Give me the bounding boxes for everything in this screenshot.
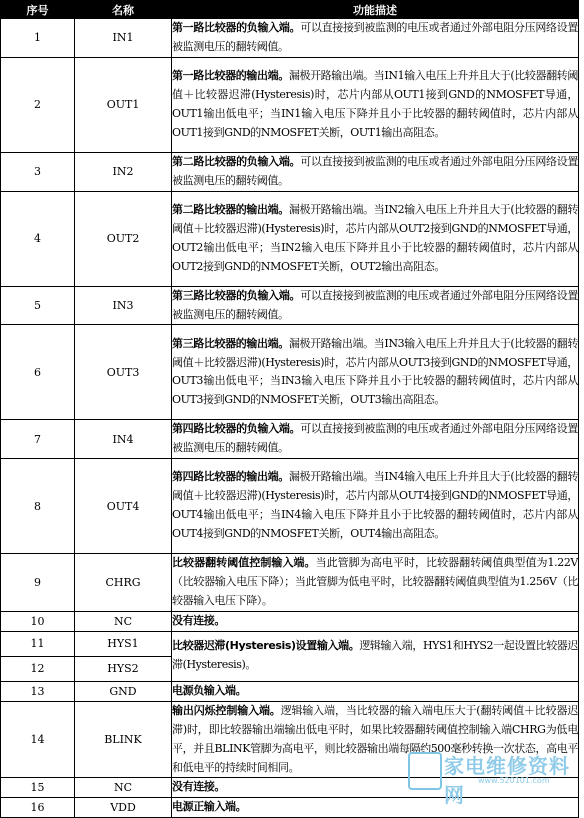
pin-desc-lead: 比较器迟滞(Hysteresis)设置输入端。 [172,639,360,653]
pin-desc-body: 漏极开路输出端。当IN2输入电压上升并且大于(比较器的翻转阈值＋比较器迟滞)(Hysteresis)时，芯片内部从OUT2接到GND的NMOSFET导通，OUT2输出低电平；当IN2输入电压下降并且小于比较器的翻转阈值时，芯片内部从OUT2接到GND的NMOSFET关断，OUT2输出高阻态。 [172,202,578,273]
pin-desc-lead: 没有连接。 [172,613,225,627]
table-row [1,420,579,459]
table-row [1,152,579,191]
pin-desc [172,554,579,612]
pin-num: 4 [1,191,75,286]
pin-num: 5 [1,286,75,325]
pin-desc [172,19,579,58]
pin-name: IN4 [75,420,172,459]
pin-num: 14 [1,701,75,778]
pin-num: 10 [1,611,75,631]
pin-desc [172,325,579,420]
pin-desc-body: 可以直接接到被监测的电压或者通过外部电阻分压网络设置被监测电压的翻转阈值。 [172,288,578,321]
pin-desc-body: 可以直接接到被监测的电压或者通过外部电阻分压网络设置被监测电压的翻转阈值。 [172,154,578,187]
table-row [1,57,579,152]
pin-name: GND [75,681,172,701]
pin-desc-lead: 第四路比较器的负输入端。 [172,422,301,436]
pin-desc-body: 可以直接接到被监测的电压或者通过外部电阻分压网络设置被监测电压的翻转阈值。 [172,422,578,455]
pin-name: OUT2 [75,191,172,286]
pin-desc [172,57,579,152]
table-header-row [1,1,579,19]
pin-desc-lead: 第二路比较器的输出端。 [172,202,289,216]
pin-name: NC [75,611,172,631]
pin-desc [172,459,579,554]
pin-desc-lead: 第四路比较器的输出端。 [172,470,289,484]
pin-desc-body: 漏极开路输出端。当IN4输入电压上升并且大于(比较器的翻转阈值＋比较器迟滞)(Hysteresis)时，芯片内部从OUT4接到GND的NMOSFET导通，OUT4输出低电平；当IN4输入电压下降并且小于比较器的翻转阈值时，芯片内部从OUT4接到GND的NMOSFET关断，OUT4输出高阻态。 [172,470,578,541]
pin-num: 15 [1,778,75,798]
pin-desc-lead: 没有连接。 [172,780,225,794]
pin-desc-lead: 第三路比较器的负输入端。 [172,288,301,302]
pin-desc-body: 可以直接接到被监测的电压或者通过外部电阻分压网络设置被监测电压的翻转阈值。 [172,21,578,53]
pin-name: IN2 [75,152,172,191]
pin-num: 1 [1,19,75,58]
table-row [1,286,579,325]
pin-desc-lead: 比较器翻转阈值控制输入端。 [172,556,316,570]
pin-desc [172,611,579,631]
watermark-logo-icon [408,752,442,790]
watermark-url: www.520101.com [478,776,550,785]
pin-num: 13 [1,681,75,701]
pin-num: 2 [1,57,75,152]
pin-num: 12 [1,656,75,681]
pin-desc-body: 逻辑输入端，当比较器的输入端电压大于(翻转阈值＋比较器迟滞)时，即比较器输出端输出低电平时，如果比较器翻转阈值控制输入端CHRG为低电平，并且BLINK管脚为高电平，则比较器输出端每隔约500毫秒转换一次状态，高电平和低电平的持续时间相同。 [172,703,579,774]
pin-name: OUT3 [75,325,172,420]
table-row [1,611,579,631]
pin-name: IN3 [75,286,172,325]
header-num: 序号 [1,1,75,19]
pin-num: 11 [1,631,75,656]
table-row [1,19,579,58]
pin-name: NC [75,778,172,798]
pin-name: OUT4 [75,459,172,554]
pin-num: 16 [1,798,75,818]
pin-num: 7 [1,420,75,459]
watermark [408,748,578,807]
pin-num: 6 [1,325,75,420]
pin-desc [172,631,579,681]
pin-desc-lead: 输出闪烁控制输入端。 [172,703,281,717]
pin-desc [172,286,579,325]
table-row [1,191,579,286]
pin-desc-lead: 第三路比较器的输出端。 [172,336,289,350]
pin-desc-lead: 第二路比较器的负输入端。 [172,154,301,168]
pin-name: HYS2 [75,656,172,681]
pin-name: VDD [75,798,172,818]
pin-desc-body: 逻辑输入端，HYS1和HYS2一起设置比较器迟滞(Hysteresis)。 [172,639,579,672]
pin-desc-lead: 电源正输入端。 [172,800,247,814]
pin-desc [172,420,579,459]
header-desc: 功能描述 [172,1,579,19]
pin-num: 9 [1,554,75,612]
table-row [1,325,579,420]
pin-desc [172,191,579,286]
watermark-text: 家电维修资料网 [444,754,570,807]
table-row [1,459,579,554]
pin-desc-body: 漏极开路输出端。当IN3输入电压上升并且大于(比较器的翻转阈值＋比较器迟滞)(Hysteresis)时，芯片内部从OUT3接到GND的NMOSFET导通，OUT3输出低电平；当IN3输入电压下降并且小于比较器的翻转阈值时，芯片内部从OUT3接到GND的NMOSFET关断，OUT3输出高阻态。 [172,336,578,407]
pin-desc-body: 漏极开路输出端。当IN1输入电压上升并且大于(比较器翻转阈值＋比较器迟滞(Hysteresis)时，芯片内部从OUT1接到GND的NMOSFET导通，OUT1输出低电平；当IN1输入电压下降并且小于比较器的翻转阈值时，芯片内部从OUT1接到GND的NMOSFET关断，OUT1输出高阻态。 [172,69,578,139]
header-name: 名称 [75,1,172,19]
table-row [1,681,579,701]
pin-num: 8 [1,459,75,554]
pin-desc-lead: 第一路比较器的输出端。 [172,69,289,82]
pin-name: OUT1 [75,57,172,152]
pin-desc-lead: 第一路比较器的负输入端。 [172,21,301,34]
pin-desc-lead: 电源负输入端。 [172,683,247,697]
pin-name: CHRG [75,554,172,612]
pin-num: 3 [1,152,75,191]
pin-desc [172,681,579,701]
pin-name: HYS1 [75,631,172,656]
pin-desc [172,152,579,191]
pin-name: BLINK [75,701,172,778]
pin-desc-body: 当此管脚为高电平时，比较器翻转阈值典型值为1.22V（比较器输入电压下降）；当此管脚为低电平时，比较器翻转阈值典型值为1.256V（比较器输入电压下降）。 [172,556,578,608]
pin-name: IN1 [75,19,172,58]
table-row [1,554,579,612]
table-row [1,631,579,656]
